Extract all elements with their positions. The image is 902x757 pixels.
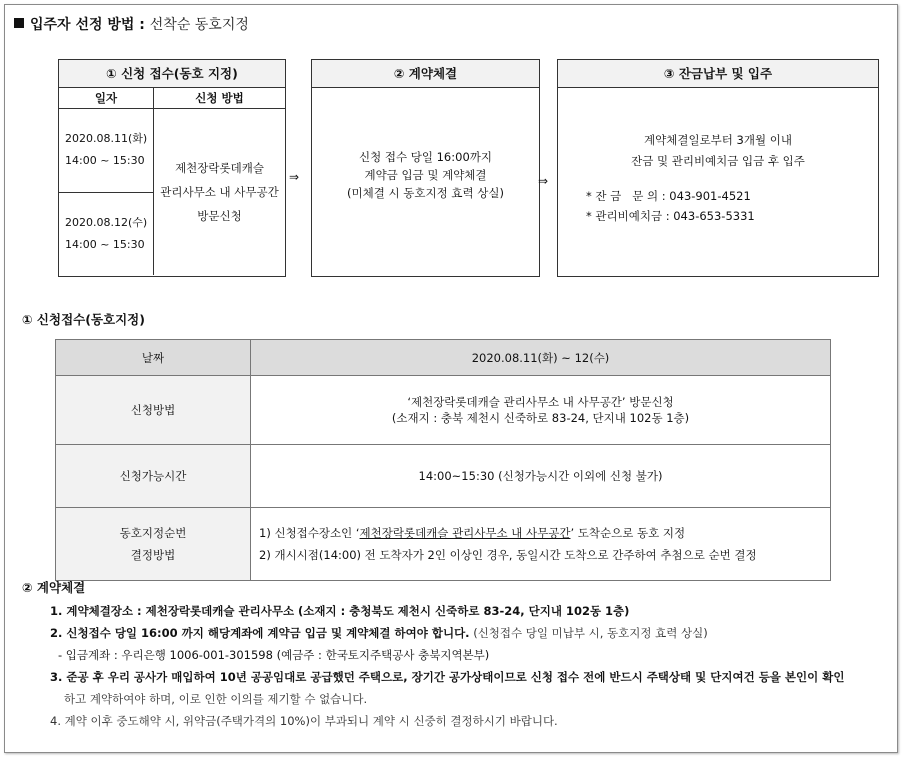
key-line: 동호지정순번 — [119, 526, 187, 540]
note-3-line-1: 3. 준공 후 우리 공사가 매입하여 10년 공공임대로 공급했던 주택으로, 장기간 공가상태이므로 신청 접수 전에 반드시 주택상태 및 단지여건 등을 본인이 확인 — [50, 670, 845, 684]
table-header-row — [56, 340, 831, 376]
step-contract-body — [312, 88, 539, 202]
value-line: 1) 신청접수장소인 ‘제천장락롯데캐슬 관리사무소 내 사무공간’ 도착순으로 동호 지정 — [259, 526, 686, 540]
note-3-line-2: 하고 계약하여야 하며, 이로 인한 이의를 제기할 수 없습니다. — [64, 692, 368, 706]
page-title: 입주자 선정 방법 : 선착순 동호지정 — [14, 14, 249, 34]
table-row — [56, 376, 831, 445]
date-slot-2 — [59, 193, 153, 276]
date-2: 2020.08.12(수) — [65, 215, 148, 229]
section-application-title: ① 신청접수(동호지정) — [22, 312, 145, 327]
table-header-value: 2020.08.11(화) ~ 12(수) — [251, 340, 831, 376]
table-row-value: 14:00~15:30 (신청가능시간 이외에 신청 불가) — [251, 445, 831, 508]
step-contract-box — [311, 59, 540, 277]
note-4: 4. 계약 이후 중도해약 시, 위약금(주택가격의 10%)이 부과되니 계약 시 신중히 결정하시기 바랍니다. — [50, 714, 558, 728]
col-method-label: 신청 방법 — [195, 91, 244, 105]
place-line-2: 관리사무소 내 사무공간 — [160, 185, 279, 199]
table-row-key — [56, 508, 251, 581]
arrow-right-icon: ⇒ — [538, 174, 549, 188]
contract-notes — [50, 600, 844, 732]
table-row-value — [251, 508, 831, 581]
step-balance-box — [557, 59, 879, 277]
square-bullet-icon — [14, 18, 24, 28]
date-column — [59, 109, 154, 275]
step-balance-body — [558, 88, 878, 226]
time-1: 14:00 ~ 15:30 — [65, 154, 145, 168]
balance-contact-2: * 관리비예치금 : 043-653-5331 — [586, 209, 755, 223]
balance-line-1: 계약체결일로부터 3개월 이내 — [644, 133, 792, 147]
underlined-place: 제천장락롯데캐슬 관리사무소 내 사무공간 — [359, 526, 571, 540]
value-line: ‘제천장락롯데캐슬 관리사무소 내 사무공간’ 방문신청 — [407, 395, 674, 409]
contract-line-1: 신청 접수 당일 16:00까지 — [359, 150, 492, 164]
table-row-key: 신청가능시간 — [56, 445, 251, 508]
section-contract-title: ② 계약체결 — [22, 580, 86, 595]
time-2: 14:00 ~ 15:30 — [65, 237, 145, 251]
value-line: (소재지 : 충북 제천시 신죽하로 83-24, 단지내 102동 1층) — [391, 411, 690, 425]
table-header-key: 날짜 — [56, 340, 251, 376]
contract-line-2: 계약금 입금 및 계약체결 — [364, 168, 487, 182]
table-row — [56, 508, 831, 581]
col-date-label: 일자 — [59, 88, 154, 108]
note-1: 1. 계약체결장소 : 제천장락롯데캐슬 관리사무소 (소재지 : 충청북도 제천시 신죽하로 83-24, 단지내 102동 1층) — [50, 604, 630, 618]
contract-line-3: (미체결 시 동호지정 효력 상실) — [347, 186, 504, 200]
step-application-grid — [59, 109, 285, 275]
step-balance-header: ③ 잔금납부 및 입주 — [558, 60, 878, 88]
step-application-box — [58, 59, 286, 277]
table-row-key: 신청방법 — [56, 376, 251, 445]
balance-line-2: 잔금 및 관리비예치금 입금 후 입주 — [631, 154, 805, 168]
table-row-value — [251, 376, 831, 445]
step-application-header: ① 신청 접수(동호 지정) — [59, 60, 285, 88]
table-row — [56, 445, 831, 508]
date-slot-1 — [59, 109, 153, 193]
key-line: 결정방법 — [130, 548, 176, 562]
place-line-3: 방문신청 — [197, 209, 242, 223]
balance-contacts — [558, 186, 878, 226]
value-line: 2) 개시시점(14:00) 전 도착자가 2인 이상인 경우, 동일시간 도착으로 간주하여 추첨으로 순번 결정 — [259, 548, 757, 562]
application-place — [154, 109, 285, 275]
place-line-1: 제천장락롯데캐슬 — [175, 161, 264, 175]
arrow-right-icon: ⇒ — [289, 170, 300, 184]
step-contract-header: ② 계약체결 — [312, 60, 539, 88]
note-2: 2. 신청접수 당일 16:00 까지 해당계좌에 계약금 입금 및 계약체결 하여야 합니다. (신청접수 당일 미납부 시, 동호지정 효력 상실) — [50, 626, 708, 640]
step-application-subheader — [59, 88, 285, 109]
application-table — [55, 339, 831, 581]
date-1: 2020.08.11(화) — [65, 132, 148, 146]
selection-method: 선착순 동호지정 — [149, 17, 249, 33]
balance-contact-1: * 잔 금 문 의 : 043-901-4521 — [586, 189, 751, 203]
note-account: - 입금계좌 : 우리은행 1006-001-301598 (예금주 : 한국토지주택공사 충북지역본부) — [58, 648, 490, 662]
